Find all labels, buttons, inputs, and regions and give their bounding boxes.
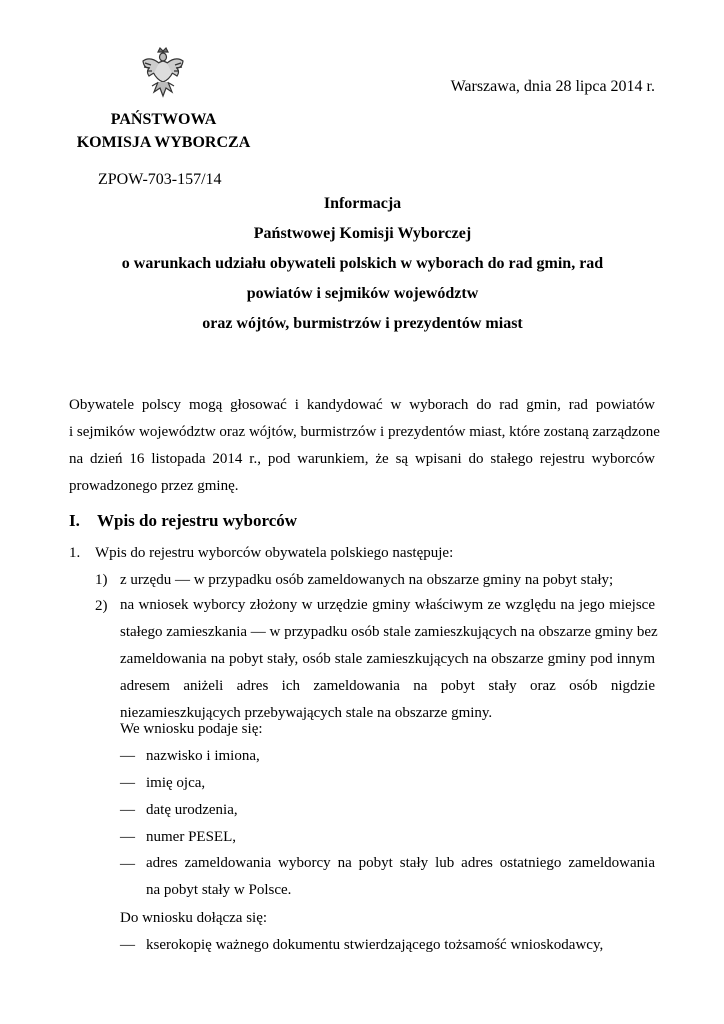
item-number: 2): [95, 598, 108, 614]
document-signature: ZPOW-703-157/14: [98, 171, 222, 188]
point-text: Wpis do rejestru wyborców obywatela polskiego następuje:: [95, 545, 454, 561]
item-line: na wniosek wyborcy złożony w urzędzie gminy właściwym ze względu na jego miejsce: [120, 597, 655, 613]
title-line-2: Państwowej Komisji Wyborczej: [253, 225, 472, 242]
dash-bullet: —: [120, 748, 135, 764]
item-line: stałego zamieszkania — w przypadku osób stale zamieszkujących na obszarze gminy bez: [120, 624, 658, 640]
place-date: Warszawa, dnia 28 lipca 2014 r.: [450, 78, 655, 95]
intro-line: Obywatele polscy mogą głosować i kandydować w wyborach do rad gmin, rad powiatów: [69, 397, 655, 413]
item-number: 1): [95, 572, 108, 588]
point-number: 1.: [69, 545, 81, 561]
polish-eagle-emblem-icon: [141, 46, 185, 98]
issuing-authority: [66, 108, 261, 154]
list-item: nazwisko i imiona,: [146, 748, 260, 764]
item-line: niezamieszkujących przebywających stale na obszarze gminy.: [120, 705, 493, 721]
intro-line: na dzień 16 listopada 2014 r., pod warunkiem, że są wpisani do stałego rejestru wyborców: [69, 451, 655, 467]
list-item: imię ojca,: [146, 775, 206, 791]
title-line-4: powiatów i sejmików województw: [246, 285, 479, 302]
authority-line-2: KOMISJA WYBORCZA: [76, 134, 251, 151]
list-item-line: adres zameldowania wyborcy na pobyt stały lub adres ostatniego zameldowania: [146, 855, 655, 871]
title-line-1: Informacja: [323, 195, 402, 212]
section-number: I.: [69, 511, 80, 530]
item-2-paragraph: [120, 592, 658, 727]
list-item-line: na pobyt stały w Polsce.: [146, 882, 292, 898]
section-heading: Wpis do rejestru wyborców: [97, 511, 298, 530]
attachment-intro: Do wniosku dołącza się:: [120, 910, 268, 926]
item-line: zameldowania na pobyt stały, osób stale zamieszkujących na obszarze gminy pod innym: [120, 651, 655, 667]
item-line: adresem aniżeli adres ich zameldowania na pobyt stały oraz osób nigdzie: [120, 678, 655, 694]
authority-line-1: PAŃSTWOWA: [110, 111, 217, 128]
title-line-3: o warunkach udziału obywateli polskich w wyborach do rad gmin, rad: [121, 255, 604, 272]
dash-bullet: —: [120, 775, 135, 791]
title-line-5: oraz wójtów, burmistrzów i prezydentów miast: [202, 315, 523, 332]
dash-bullet: —: [120, 829, 135, 845]
request-intro: We wniosku podaje się:: [120, 721, 263, 737]
intro-line: i sejmików województw oraz wójtów, burmistrzów i prezydentów miast, które zostaną zarządzone: [69, 424, 660, 440]
list-item: datę urodzenia,: [146, 802, 238, 818]
list-item: numer PESEL,: [146, 829, 236, 845]
list-item: kserokopię ważnego dokumentu stwierdzającego tożsamość wnioskodawcy,: [146, 937, 604, 953]
intro-paragraph: [69, 392, 660, 500]
item-text: z urzędu — w przypadku osób zameldowanych na obszarze gminy na pobyt stały;: [120, 572, 614, 588]
document-title: [60, 189, 665, 339]
dash-bullet: —: [120, 937, 135, 953]
list-item-multiline: [146, 850, 655, 904]
dash-bullet: —: [120, 802, 135, 818]
dash-bullet: —: [120, 856, 135, 872]
intro-line: prowadzonego przez gminę.: [69, 478, 239, 494]
